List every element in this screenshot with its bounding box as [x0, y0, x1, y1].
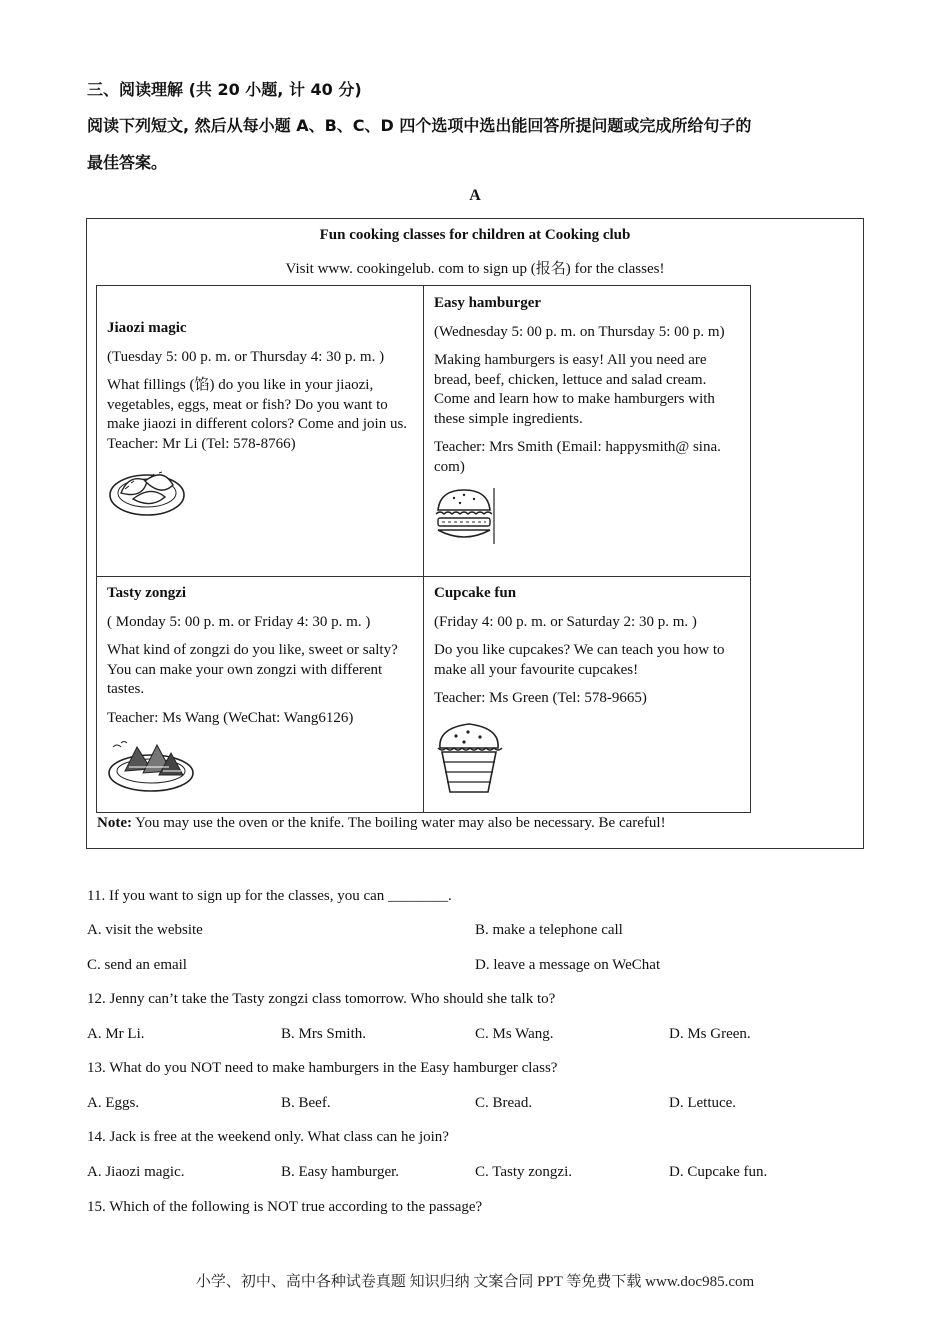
hamburger-icon [434, 486, 498, 546]
question-11-option-a: A. visit the website [87, 922, 203, 938]
question-14-option-a: A. Jiaozi magic. [87, 1164, 185, 1180]
poster-title: Fun cooking classes for children at Cooking club [319, 227, 631, 243]
instruction-line-1: 阅读下列短文, 然后从每小题 A、B、C、D 四个选项中选出能回答所提问题或完成所给句子的 [87, 116, 752, 135]
class-card-cupcake [434, 584, 744, 802]
class-card-jiaozi [107, 319, 412, 526]
note-label: Note: [97, 815, 132, 831]
classes-grid [96, 285, 751, 813]
class-description: What kind of zongzi do you like, sweet or salty? You can make your own zongzi with different tastes. [107, 642, 398, 697]
passage-label: A [469, 187, 481, 204]
question-14-option-c: C. Tasty zongzi. [475, 1164, 572, 1180]
question-13-option-a: A. Eggs. [87, 1095, 140, 1111]
question-12-option-c: C. Ms Wang. [475, 1026, 554, 1042]
class-description: Do you like cupcakes? We can teach you how to make all your favourite cupcakes! [434, 642, 725, 678]
grid-divider-horizontal [97, 576, 750, 577]
class-time: (Friday 4: 00 p. m. or Saturday 2: 30 p. m. ) [434, 613, 697, 630]
class-description: Making hamburgers is easy! All you need are bread, beef, chicken, lettuce and salad cream. Come and learn how to make hamburgers with these simple ingredients. [434, 352, 715, 427]
class-title: Jiaozi magic [107, 320, 187, 336]
class-contact: Teacher: Ms Green (Tel: 578-9665) [434, 690, 647, 706]
zongzi-plate-icon [107, 737, 197, 795]
question-15-stem: 15. Which of the following is NOT true according to the passage? [87, 1199, 483, 1215]
note-text: You may use the oven or the knife. The boiling water may also be necessary. Be careful! [131, 815, 666, 831]
class-time: (Wednesday 5: 00 p. m. on Thursday 5: 00 p. m) [434, 323, 725, 340]
page-footer: 小学、初中、高中各种试卷真题 知识归纳 文案合同 PPT 等免费下载 www.doc985.com [195, 1274, 755, 1290]
class-time: (Tuesday 5: 00 p. m. or Thursday 4: 30 p. m. ) [107, 348, 385, 365]
dumpling-plate-icon [107, 463, 187, 519]
question-14-stem: 14. Jack is free at the weekend only. What class can he join? [87, 1129, 449, 1145]
class-card-hamburger [434, 294, 744, 553]
class-contact: Teacher: Mrs Smith (Email: happysmith@ sina. com) [434, 439, 721, 475]
class-description: What fillings (馅) do you like in your jiaozi, vegetables, eggs, meat or fish? Do you want to make jiaozi in different colors? Come and join us. Teacher: Mr Li (Tel: 578-8766) [107, 377, 408, 452]
question-11-stem: 11. If you want to sign up for the classes, you can ________. [87, 888, 452, 904]
question-13-option-d: D. Lettuce. [669, 1095, 737, 1111]
question-12-option-b: B. Mrs Smith. [281, 1026, 367, 1042]
cupcake-icon [434, 718, 504, 796]
class-title: Easy hamburger [434, 295, 542, 311]
question-11-option-c: C. send an email [87, 957, 187, 973]
question-14-option-d: D. Cupcake fun. [669, 1164, 768, 1180]
grid-divider-vertical [423, 286, 424, 812]
question-11-option-b: B. make a telephone call [475, 922, 623, 938]
poster-subtitle: Visit www. cookingelub. com to sign up (报名) for the classes! [285, 261, 665, 277]
class-title: Tasty zongzi [107, 585, 187, 601]
question-13-option-c: C. Bread. [475, 1095, 533, 1111]
class-card-zongzi [107, 584, 412, 802]
instruction-line-2: 最佳答案。 [87, 153, 168, 172]
poster-note [97, 815, 666, 832]
class-contact: Teacher: Ms Wang (WeChat: Wang6126) [107, 709, 354, 726]
question-12-stem: 12. Jenny can’t take the Tasty zongzi class tomorrow. Who should she talk to? [87, 991, 556, 1007]
question-14-option-b: B. Easy hamburger. [281, 1164, 400, 1180]
section-heading: 三、阅读理解 (共 20 小题, 计 40 分) [87, 80, 362, 99]
question-13-stem: 13. What do you NOT need to make hamburgers in the Easy hamburger class? [87, 1060, 558, 1076]
question-12-option-d: D. Ms Green. [669, 1026, 751, 1042]
question-12-option-a: A. Mr Li. [87, 1026, 145, 1042]
question-13-option-b: B. Beef. [281, 1095, 331, 1111]
class-time: ( Monday 5: 00 p. m. or Friday 4: 30 p. m. ) [107, 613, 371, 630]
class-title: Cupcake fun [434, 585, 517, 601]
question-11-option-d: D. leave a message on WeChat [475, 957, 661, 973]
